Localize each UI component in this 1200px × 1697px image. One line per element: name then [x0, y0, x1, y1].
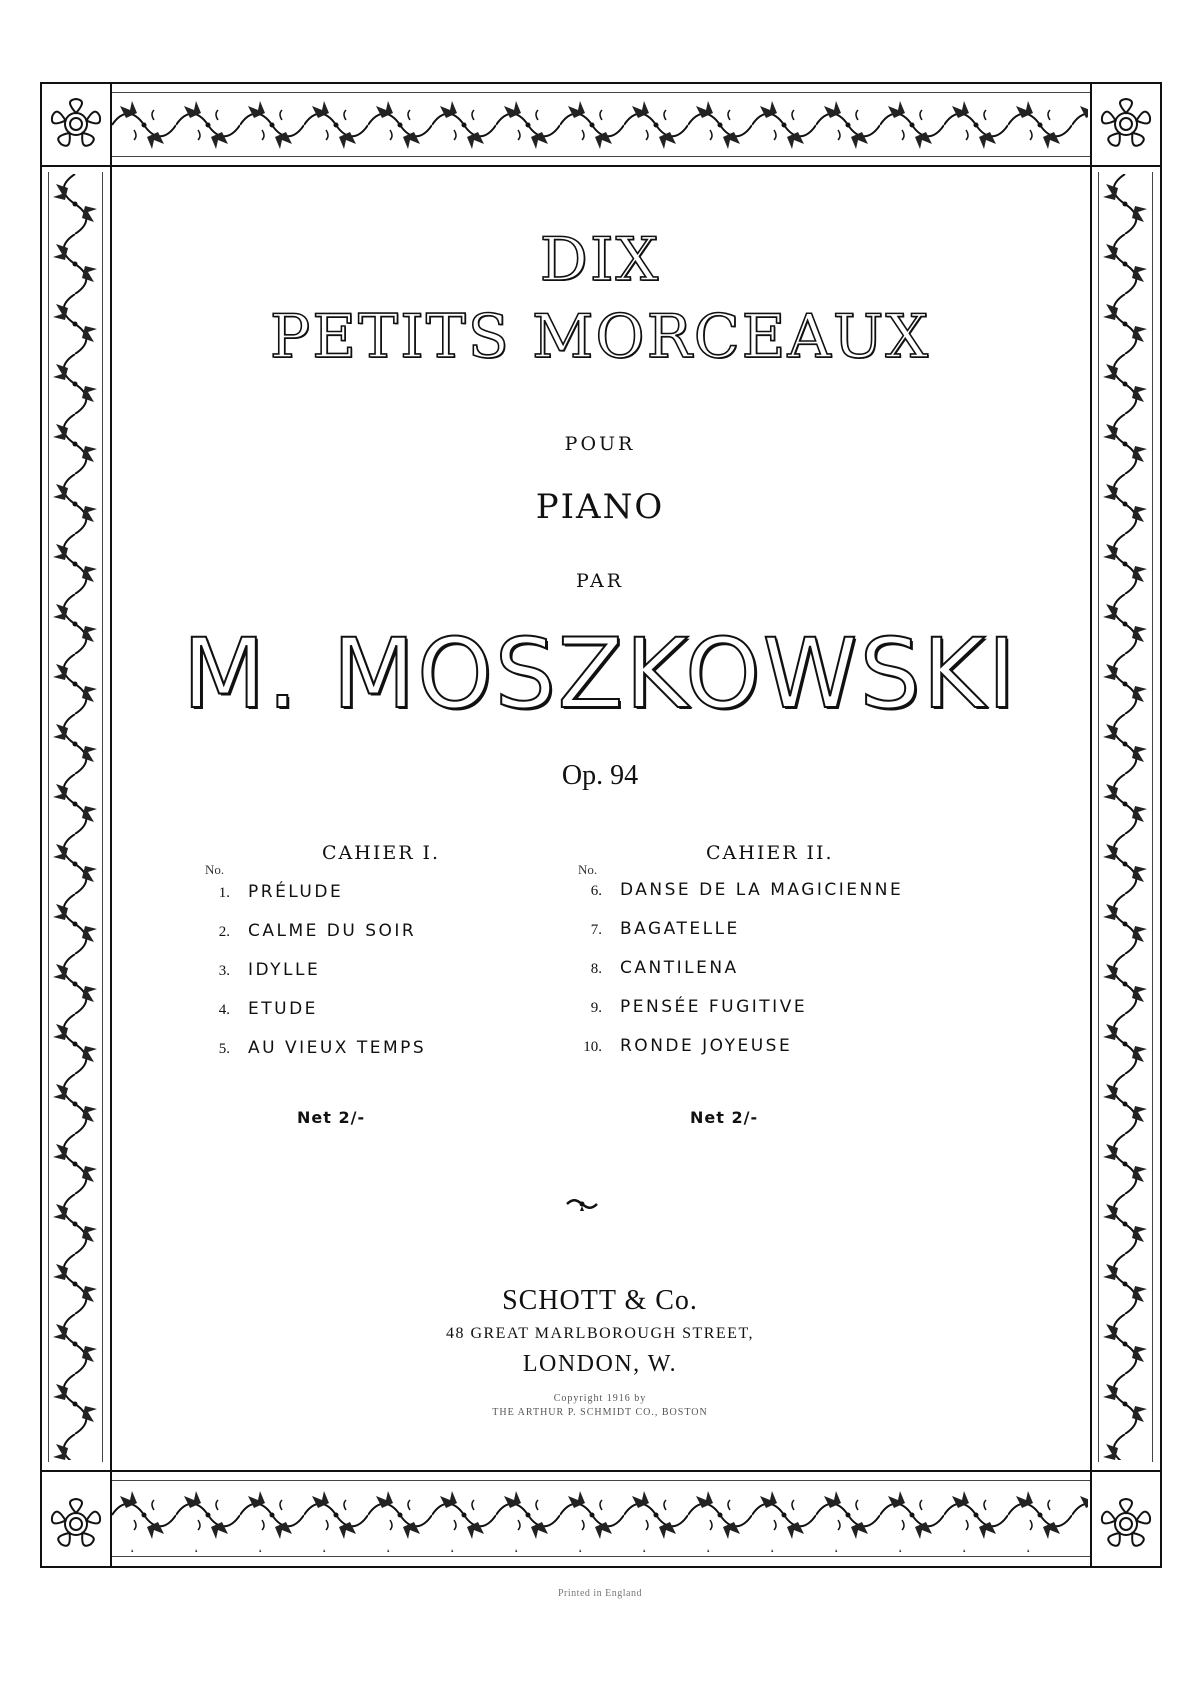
- copyright-line-2: THE ARTHUR P. SCHMIDT CO., BOSTON: [492, 1407, 708, 1418]
- publisher-address: 48 GREAT MARLBOROUGH STREET,: [445, 1325, 755, 1342]
- list-item: 8. CANTILENA: [590, 958, 739, 978]
- composer-name: M. MOSZKOWSKI: [182, 618, 1018, 730]
- rosette-ornament-bottom-left: [42, 1490, 110, 1558]
- list-item: 7. BAGATELLE: [590, 919, 740, 939]
- list-item: 3. IDYLLE: [218, 960, 321, 980]
- list-item: 10. RONDE JOYEUSE: [583, 1036, 793, 1056]
- cahier-1-no-label: No.: [205, 862, 225, 877]
- printed-in-label: Printed in England: [558, 1588, 642, 1599]
- cahier-2-price: Net 2/-: [690, 1108, 759, 1127]
- title-line-2: PETITS MORCEAUX: [269, 302, 931, 372]
- copyright-line-1: Copyright 1916 by: [553, 1393, 647, 1404]
- top-leaf-border-ornament: [112, 96, 1088, 154]
- bottom-band-rule: [40, 1470, 1162, 1472]
- top-band-rule: [40, 165, 1162, 167]
- cahier-1-price: Net 2/-: [297, 1108, 366, 1127]
- bottom-leaf-border-ornament: [112, 1486, 1088, 1552]
- title-line-1: DIX: [539, 225, 661, 295]
- list-item: 4. ETUDE: [218, 999, 318, 1019]
- pour-label: POUR: [564, 433, 636, 455]
- bottom-band-inner-rule: [110, 1480, 1090, 1481]
- publisher-name: SCHOTT & Co.: [502, 1285, 698, 1316]
- par-label: PAR: [575, 570, 625, 592]
- list-item: 1. PRÉLUDE: [218, 882, 344, 902]
- list-item: 9. PENSÉE FUGITIVE: [590, 997, 808, 1017]
- list-item: 5. AU VIEUX TEMPS: [218, 1038, 427, 1058]
- opus-number: Op. 94: [561, 760, 639, 791]
- instrument-label: PIANO: [535, 487, 665, 527]
- cahier-1-heading: CAHIER I.: [322, 842, 441, 864]
- fleuron-divider-icon: [565, 1196, 599, 1212]
- rosette-ornament-bottom-right: [1092, 1490, 1160, 1558]
- cahier-2-heading: CAHIER II.: [706, 842, 834, 864]
- rosette-ornament-top-right: [1092, 90, 1160, 158]
- list-item: 6. DANSE DE LA MAGICIENNE: [590, 880, 904, 900]
- cahier-2-no-label: No.: [578, 862, 598, 877]
- publisher-city: LONDON, W.: [522, 1351, 678, 1377]
- bottom-band-inner-rule-2: [110, 1556, 1090, 1557]
- top-band-inner-rule: [110, 92, 1090, 93]
- top-band-inner-rule-2: [110, 156, 1090, 157]
- rosette-ornament-top-left: [42, 90, 110, 158]
- list-item: 2. CALME DU SOIR: [218, 921, 417, 941]
